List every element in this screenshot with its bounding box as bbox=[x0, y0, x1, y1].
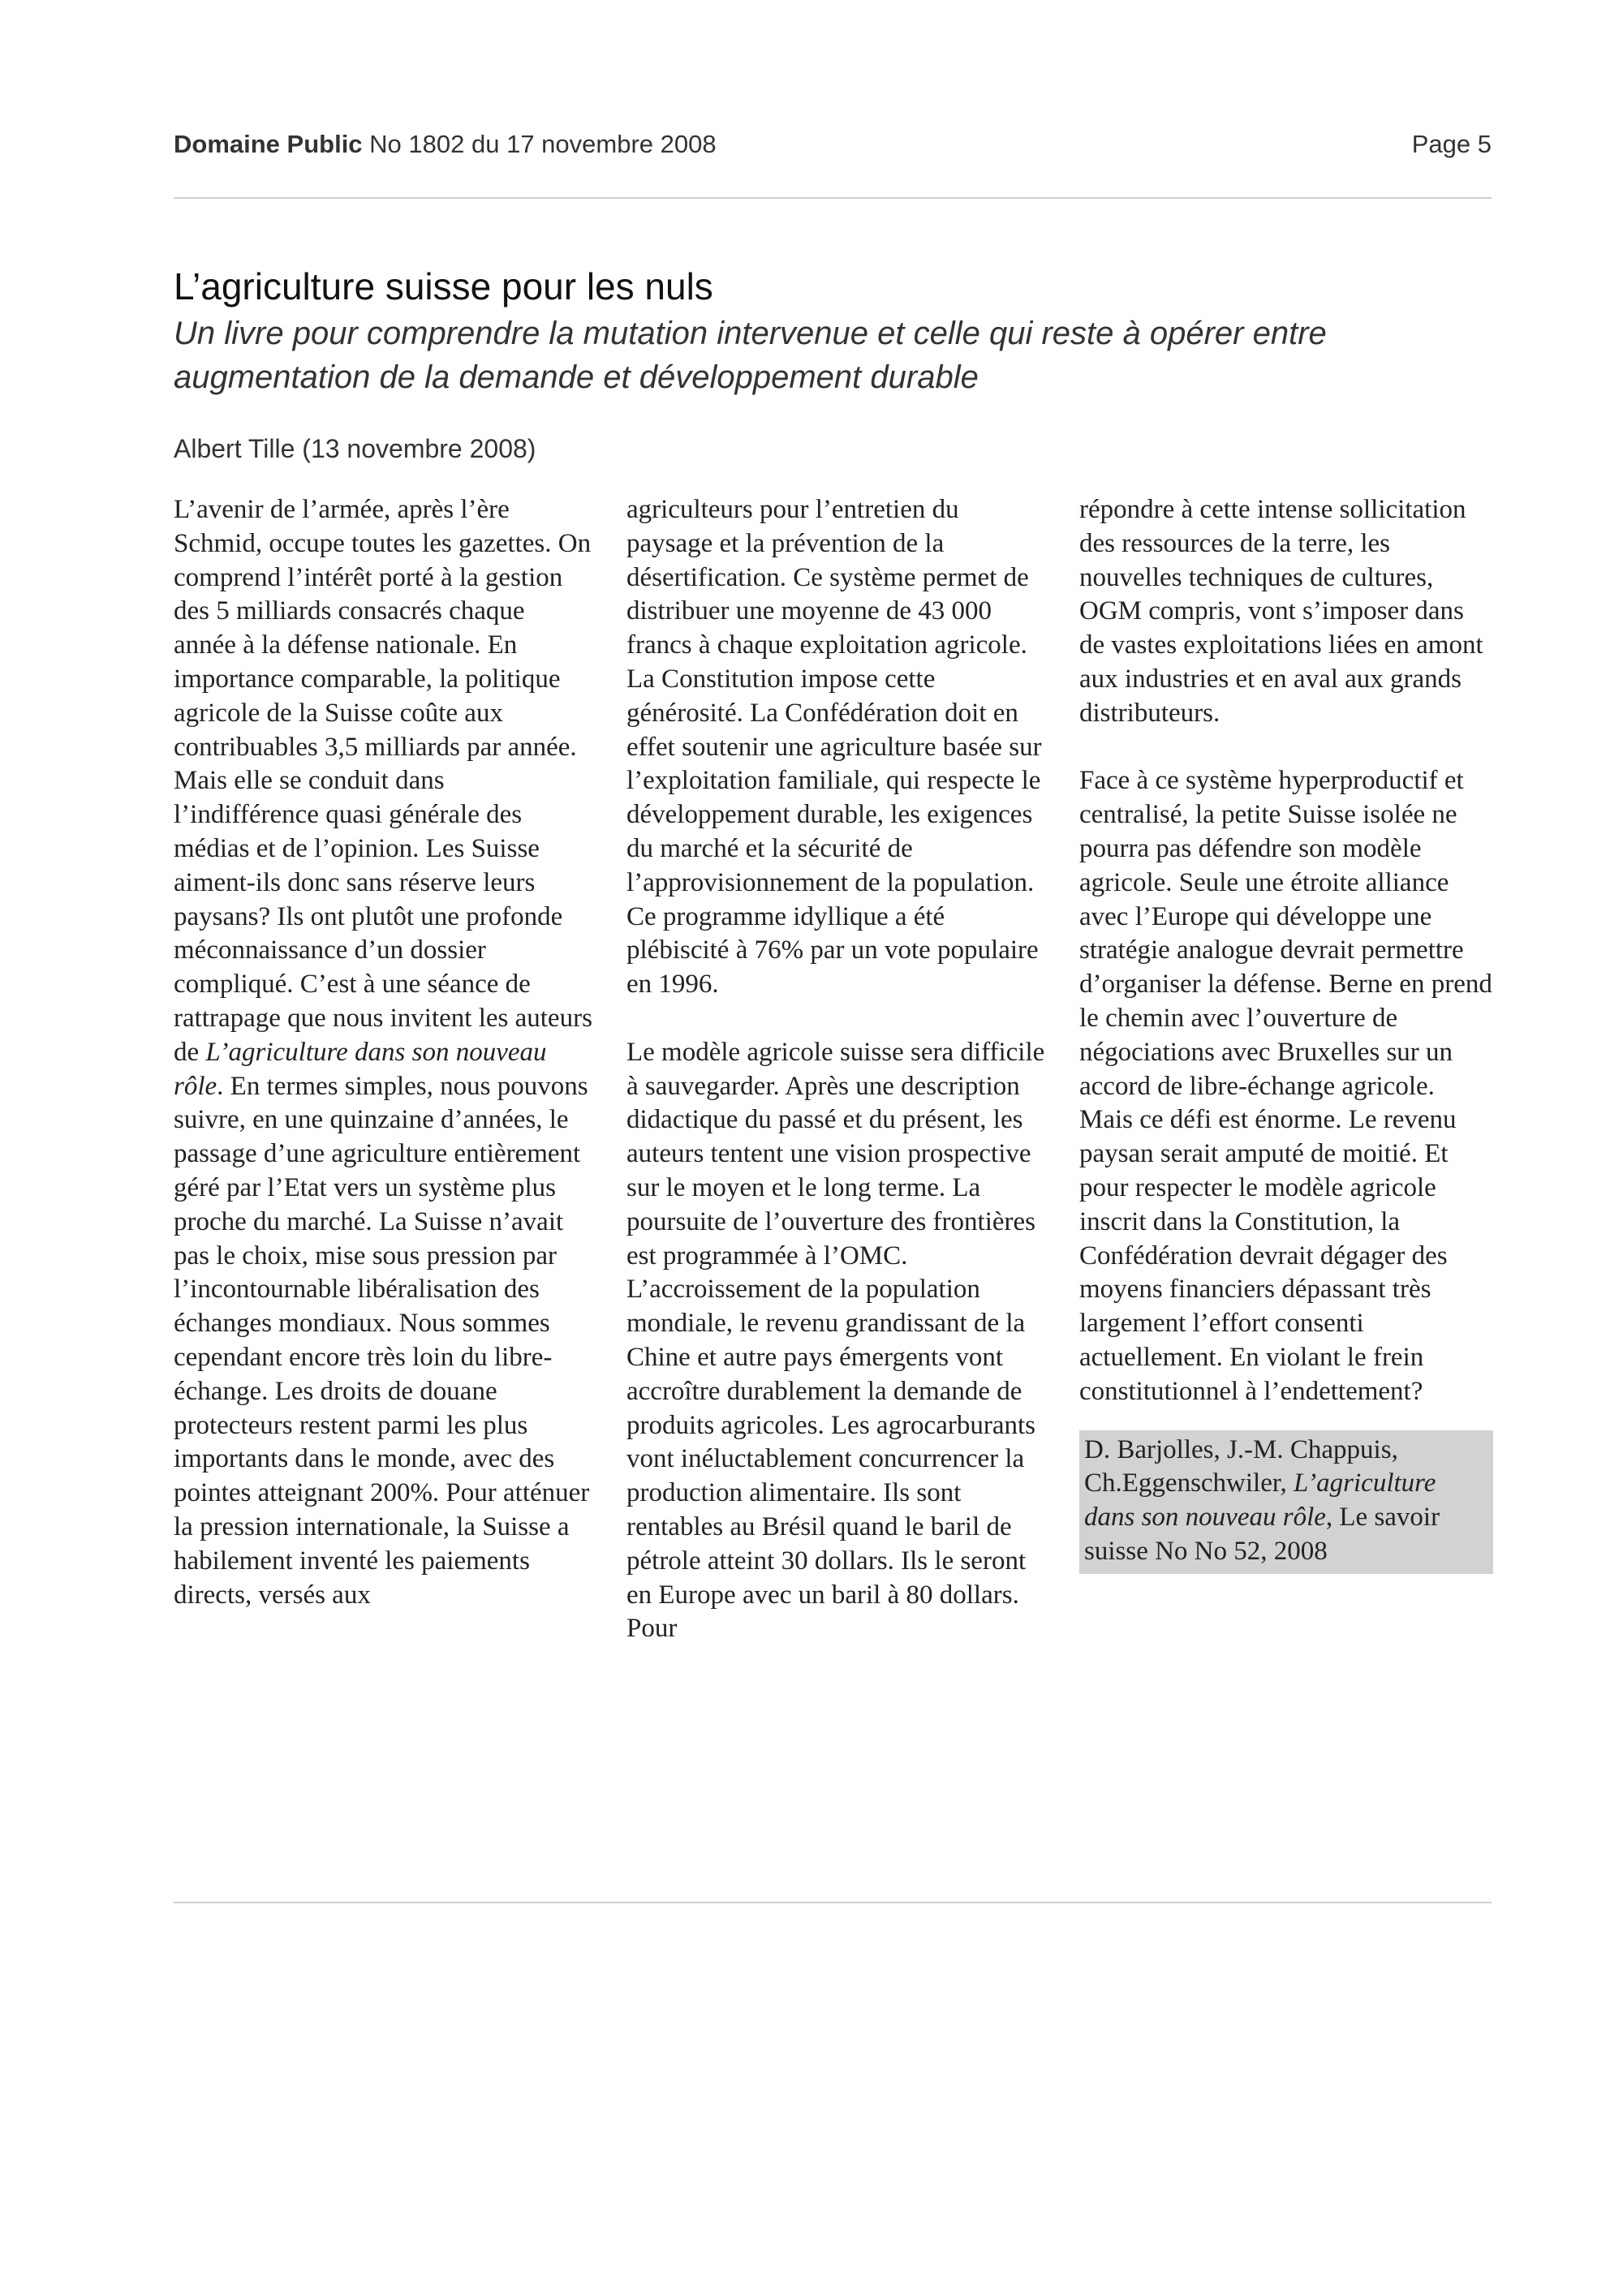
paragraph-2-text-continued: répondre à cette intense sollicitation des ressources de la terre, les nouvelles techniques de cultures, OGM compris, vont s’imposer dans de vastes exploitations liées en amont aux industries et en aval aux grands distributeurs. bbox=[1079, 495, 1483, 728]
reference-book-title: L’agriculture dans son nouveau rôle bbox=[1084, 1468, 1436, 1533]
article-subtitle: Un livre pour comprendre la mutation intervenue et celle qui reste à opérer entre augmentation de la demande et développement durable bbox=[174, 316, 1327, 395]
article-byline: Albert Tille (13 novembre 2008) bbox=[174, 434, 536, 463]
paragraph-1 bbox=[174, 493, 592, 1612]
paragraph-1-part-b: . En termes simples, nous pouvons suivre, en une quinzaine d’années, le passage d’une agriculture entièrement géré par l’Etat vers un système plus proche du marché. La Suisse n’avait pas le choix, mise sous pression par l’incontournable libéralisation des échanges mondiaux. Nous sommes cependant encore très loin du libre-échange. Les droits de douane protecteurs restent parmi les plus importants dans le monde, avec des pointes atteignant 200%. Pour atténuer la pression internationale, la Suisse a habilement inventé les paiements directs, versés aux bbox=[174, 1071, 590, 1610]
reference-details: , Le savoir suisse No No 52, 2008 bbox=[1084, 1503, 1440, 1566]
footer-divider bbox=[174, 1902, 1492, 1903]
paragraph-2-text: Le modèle agricole suisse sera difficile à sauvegarder. Après une description didactique du passé et du présent, les auteurs tentent une vision prospective sur le moyen et le long terme. La poursuite de l’ouverture des frontières est programmée à l’OMC. L’accroissement de la population mondiale, le revenu grandissant de la Chine et autre pays émergents vont accroître durablement la demande de produits agricoles. Les agrocarburants vont inéluctablement concurrencer la production alimentaire. Ils sont rentables au Brésil quand le baril de pétrole atteint 30 dollars. Ils le seront en Europe avec un baril à 80 dollars. Pour bbox=[626, 1037, 1045, 1644]
paragraph-2 bbox=[626, 1036, 1045, 1646]
page-header bbox=[174, 130, 1492, 175]
publication-name: Domaine Public bbox=[174, 130, 363, 158]
book-title-inline: L’agriculture dans son nouveau rôle bbox=[174, 1037, 547, 1101]
paragraph-1-part-a: L’avenir de l’armée, après l’ère Schmid, occupe toutes les gazettes. On comprend l’intérêt porté à la gestion des 5 milliards consacrés chaque année à la défense nationale. En importance comparable, la politique agricole de la Suisse coûte aux contribuables 3,5 milliards par année. Mais elle se conduit dans l’indifférence quasi générale des médias et de l’opinion. Les Suisse aiment-ils donc sans réserve leurs paysans? Ils ont plutôt une profonde méconnaissance d’un dossier compliqué. C’est à une séance de rattrapage que nous invitent les auteurs de bbox=[174, 495, 592, 1067]
paragraph-3: Face à ce système hyperproductif et centralisé, la petite Suisse isolée ne pourra pas défendre son modèle agricole. Seule une étroite alliance avec l’Europe qui développe une stratégie analogue devrait permettre d’organiser la défense. Berne en prend le chemin avec l’ouverture de négociations avec Bruxelles sur un accord de libre-échange agricole. Mais ce défi est énorme. Le revenu paysan serait amputé de moitié. Et pour respecter le modèle agricole inscrit dans la Constitution, la Confédération devrait dégager des moyens financiers dépassant très largement l’effort consenti actuellement. En violant le frein constitutionnel à l’endettement? bbox=[1079, 766, 1492, 1406]
column-2 bbox=[626, 493, 1045, 1646]
paragraph-2-continued bbox=[1079, 493, 1493, 731]
header-divider bbox=[174, 197, 1492, 199]
paragraph-1-part-b-continued: agriculteurs pour l’entretien du paysage et la prévention de la désertification. Ce système permet de distribuer une moyenne de 43 000 francs à chaque exploitation agricole. La Constitution impose cette générosité. La Confédération doit en effet soutenir une agriculture basée sur l’exploitation familiale, qui respecte le développement durable, les exigences du marché et la sécurité de l’approvisionnement de la population. Ce programme idyllique a été plébiscité à 76% par un vote populaire en 1996. bbox=[626, 495, 1042, 1000]
page-number: Page 5 bbox=[1411, 130, 1492, 158]
paragraph-1-continued bbox=[626, 493, 1045, 1002]
book-reference-box bbox=[1079, 1430, 1493, 1574]
article-title: L’agriculture suisse pour les nuls bbox=[174, 265, 713, 307]
reference-authors: D. Barjolles, J.-M. Chappuis, Ch.Eggenschwiler, bbox=[1084, 1434, 1398, 1498]
column-1 bbox=[174, 493, 592, 1612]
issue-info: No 1802 du 17 novembre 2008 bbox=[369, 130, 717, 158]
column-3 bbox=[1079, 493, 1493, 1574]
